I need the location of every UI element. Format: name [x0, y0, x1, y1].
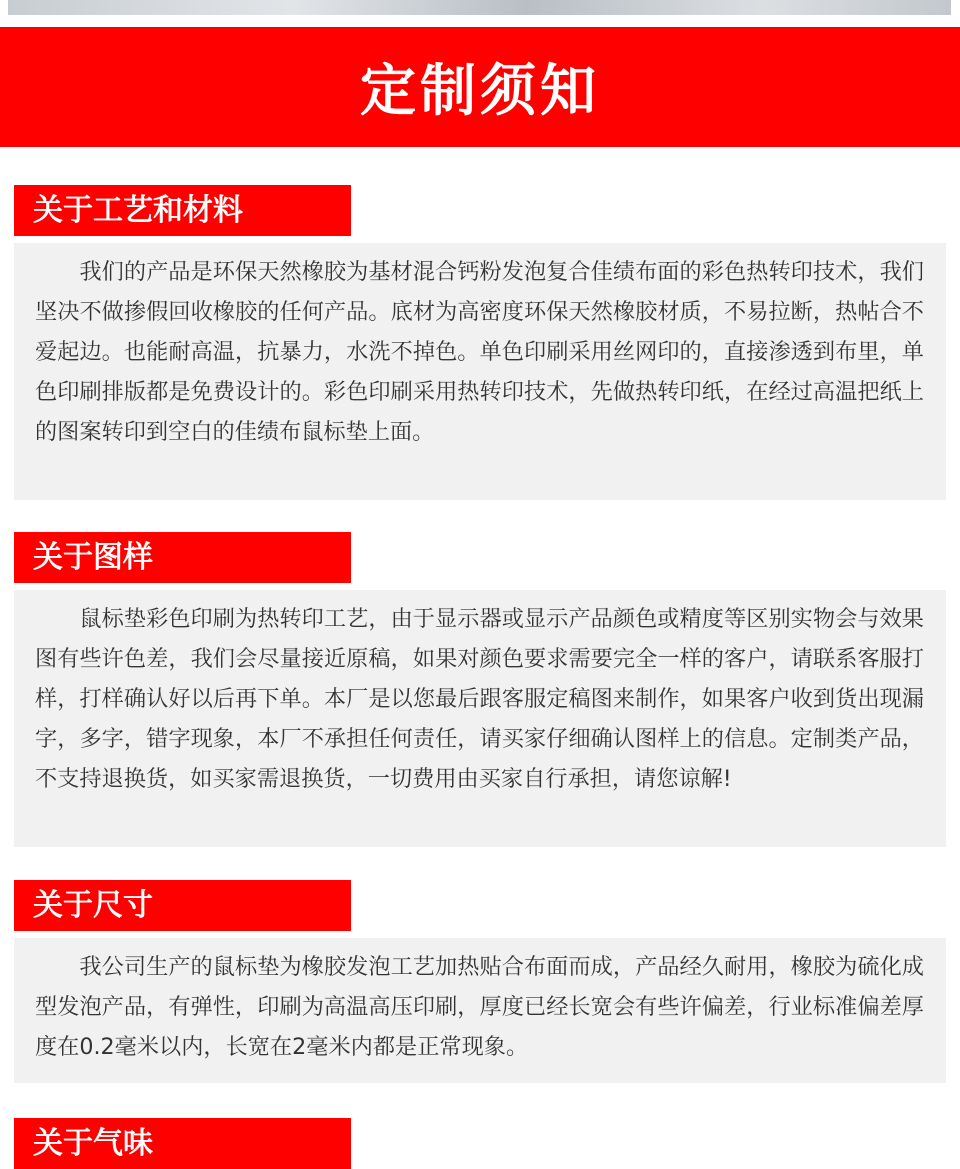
top-image-strip [0, 0, 960, 16]
section-body-size: 我公司生产的鼠标垫为橡胶发泡工艺加热贴合布面而成，产品经久耐用，橡胶为硫化成型发泡产品，有弹性，印刷为高温高压印刷，厚度已经长宽会有些许偏差，行业标准偏差厚度在0.2毫米以内，长宽在2毫米内都是正常现象。 [14, 938, 946, 1083]
section-body-craft-material: 我们的产品是环保天然橡胶为基材混合钙粉发泡复合佳绩布面的彩色热转印技术，我们坚决不做掺假回收橡胶的任何产品。底材为高密度环保天然橡胶材质，不易拉断，热帖合不爱起边。也能耐高温，抗暴力，水洗不掉色。单色印刷采用丝网印的，直接渗透到布里，单色印刷排版都是免费设计的。彩色印刷采用热转印技术，先做热转印纸，在经过高温把纸上的图案转印到空白的佳绩布鼠标垫上面。 [14, 243, 946, 500]
section-heading-size: 关于尺寸 [14, 880, 351, 931]
page-title: 定制须知 [360, 59, 600, 124]
section-heading-craft-material: 关于工艺和材料 [14, 185, 351, 236]
header-banner [0, 27, 960, 147]
section-heading-pattern: 关于图样 [14, 532, 351, 583]
section-heading-odor: 关于气味 [14, 1118, 351, 1169]
product-photo-edge [8, 0, 951, 15]
section-body-pattern: 鼠标垫彩色印刷为热转印工艺，由于显示器或显示产品颜色或精度等区别实物会与效果图有些许色差，我们会尽量接近原稿，如果对颜色要求需要完全一样的客户，请联系客服打样，打样确认好以后再下单。本厂是以您最后跟客服定稿图来制作，如果客户收到货出现漏字，多字，错字现象，本厂不承担任何责任，请买家仔细确认图样上的信息。定制类产品，不支持退换货，如买家需退换货，一切费用由买家自行承担，请您谅解! [14, 590, 946, 847]
